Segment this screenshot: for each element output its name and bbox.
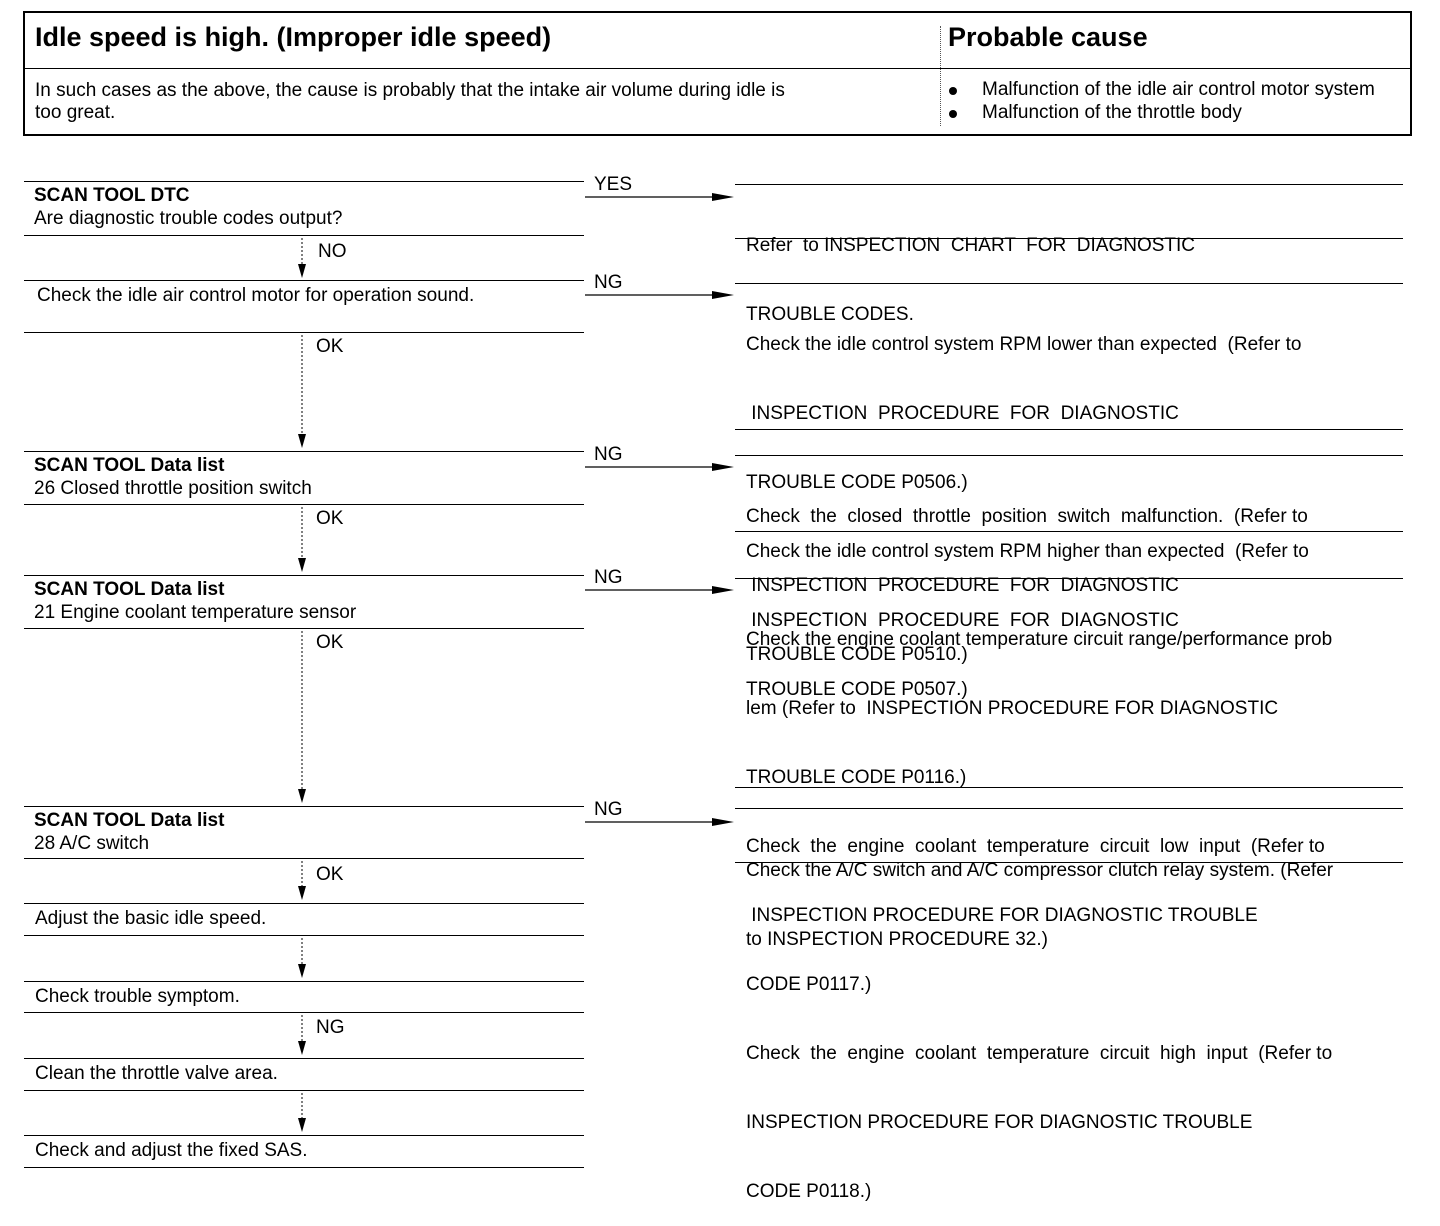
result-line-text: INSPECTION PROCEDURE FOR DIAGNOSTIC TROUBLE <box>746 905 1258 926</box>
step-text: 28 A/C switch <box>34 833 150 854</box>
flow-label: NO <box>318 241 347 262</box>
result-line-text: TROUBLE CODE P0510.) <box>746 644 968 665</box>
result-line-text: CODE P0117.) <box>746 974 872 995</box>
step-title: SCAN TOOL Data list <box>34 579 225 600</box>
result-line <box>735 578 1403 579</box>
result-line-text: Check the engine coolant temperature circuit low input (Refer to <box>746 836 1325 857</box>
result-line-text: Check the engine coolant temperature circuit range/performance prob <box>746 629 1333 650</box>
cause-item: Malfunction of the idle air control motor system <box>982 79 1375 100</box>
branch-label: NG <box>594 444 623 465</box>
branch-label: NG <box>594 799 623 820</box>
result-line-text: Check the A/C switch and A/C compressor clutch relay system. (Refer <box>746 860 1334 881</box>
result-text <box>746 813 1406 974</box>
cause-item: Malfunction of the throttle body <box>982 102 1242 123</box>
result-line-text: TROUBLE CODE P0116.) <box>746 767 967 788</box>
result-line-text: Check the engine coolant temperature circuit high input (Refer to <box>746 1043 1333 1064</box>
flow-label: OK <box>316 508 344 529</box>
result-line-text: INSPECTION PROCEDURE FOR DIAGNOSTIC <box>746 610 1179 631</box>
result-line-text: INSPECTION PROCEDURE FOR DIAGNOSTIC <box>746 403 1179 424</box>
flow-label: NG <box>316 1017 345 1038</box>
result-line <box>735 862 1403 863</box>
probable-cause-title: Probable cause <box>948 22 1148 52</box>
step-title: SCAN TOOL Data list <box>34 455 225 476</box>
step-text: Clean the throttle valve area. <box>35 1063 278 1084</box>
description-line-2: too great. <box>35 102 116 123</box>
result-line-text: TROUBLE CODES. <box>746 304 914 325</box>
arrow-down-icon <box>298 1118 306 1132</box>
result-line-text: to INSPECTION PROCEDURE 32.) <box>746 929 1048 950</box>
flow-label: OK <box>316 632 344 653</box>
arrow-down-icon <box>298 264 306 278</box>
step-text: 21 Engine coolant temperature sensor <box>34 602 357 623</box>
flow-label: OK <box>316 864 344 885</box>
result-line <box>735 184 1403 185</box>
branch-label: NG <box>594 567 623 588</box>
result-line <box>735 531 1403 532</box>
branch-label: NG <box>594 272 623 293</box>
step-text: Adjust the basic idle speed. <box>35 908 267 929</box>
result-line <box>735 283 1403 284</box>
result-line-text: INSPECTION PROCEDURE FOR DIAGNOSTIC <box>746 575 1179 596</box>
arrow-right-icon <box>712 193 734 201</box>
result-line-text: TROUBLE CODE P0507.) <box>746 679 968 700</box>
result-line-text: Check the idle control system RPM higher than expected (Refer to <box>746 541 1309 562</box>
branch-label: YES <box>594 174 633 195</box>
result-line-text: CODE P0118.) <box>746 1181 872 1202</box>
arrow-down-icon <box>298 1041 306 1055</box>
description-line-1: In such cases as the above, the cause is probably that the intake air volume during idle is <box>35 80 785 101</box>
arrow-right-icon <box>712 463 734 471</box>
arrow-down-icon <box>298 434 306 448</box>
result-line <box>735 429 1403 430</box>
step-title: SCAN TOOL Data list <box>34 810 225 831</box>
result-line <box>735 455 1403 456</box>
result-line <box>735 238 1403 239</box>
arrow-down-icon <box>298 558 306 572</box>
arrow-right-icon <box>712 586 734 594</box>
result-line-text: Check the closed throttle position switch malfunction. (Refer to <box>746 506 1308 527</box>
result-line-text: TROUBLE CODE P0506.) <box>746 472 968 493</box>
step-text: Are diagnostic trouble codes output? <box>34 208 343 229</box>
result-line-text: INSPECTION PROCEDURE FOR DIAGNOSTIC TROUBLE <box>746 1112 1253 1133</box>
arrow-down-icon <box>298 886 306 900</box>
step-text: Check trouble symptom. <box>35 986 240 1007</box>
result-line-text: Refer to INSPECTION CHART FOR DIAGNOSTIC <box>746 235 1196 256</box>
page-title: Idle speed is high. (Improper idle speed) <box>35 22 552 52</box>
step-text: Check the idle air control motor for operation sound. <box>37 285 475 306</box>
arrow-down-icon <box>298 964 306 978</box>
arrow-down-icon <box>298 789 306 803</box>
flow-label: OK <box>316 336 344 357</box>
result-line <box>735 808 1403 809</box>
arrow-right-icon <box>712 291 734 299</box>
step-text: 26 Closed throttle position switch <box>34 478 312 499</box>
result-line-text: lem (Refer to INSPECTION PROCEDURE FOR DIAGNOSTIC <box>746 698 1279 719</box>
step-text: Check and adjust the fixed SAS. <box>35 1140 308 1161</box>
arrow-right-icon <box>712 818 734 826</box>
result-line <box>735 787 1403 788</box>
result-line-text: Check the idle control system RPM lower than expected (Refer to <box>746 334 1302 355</box>
step-title: SCAN TOOL DTC <box>34 185 190 206</box>
